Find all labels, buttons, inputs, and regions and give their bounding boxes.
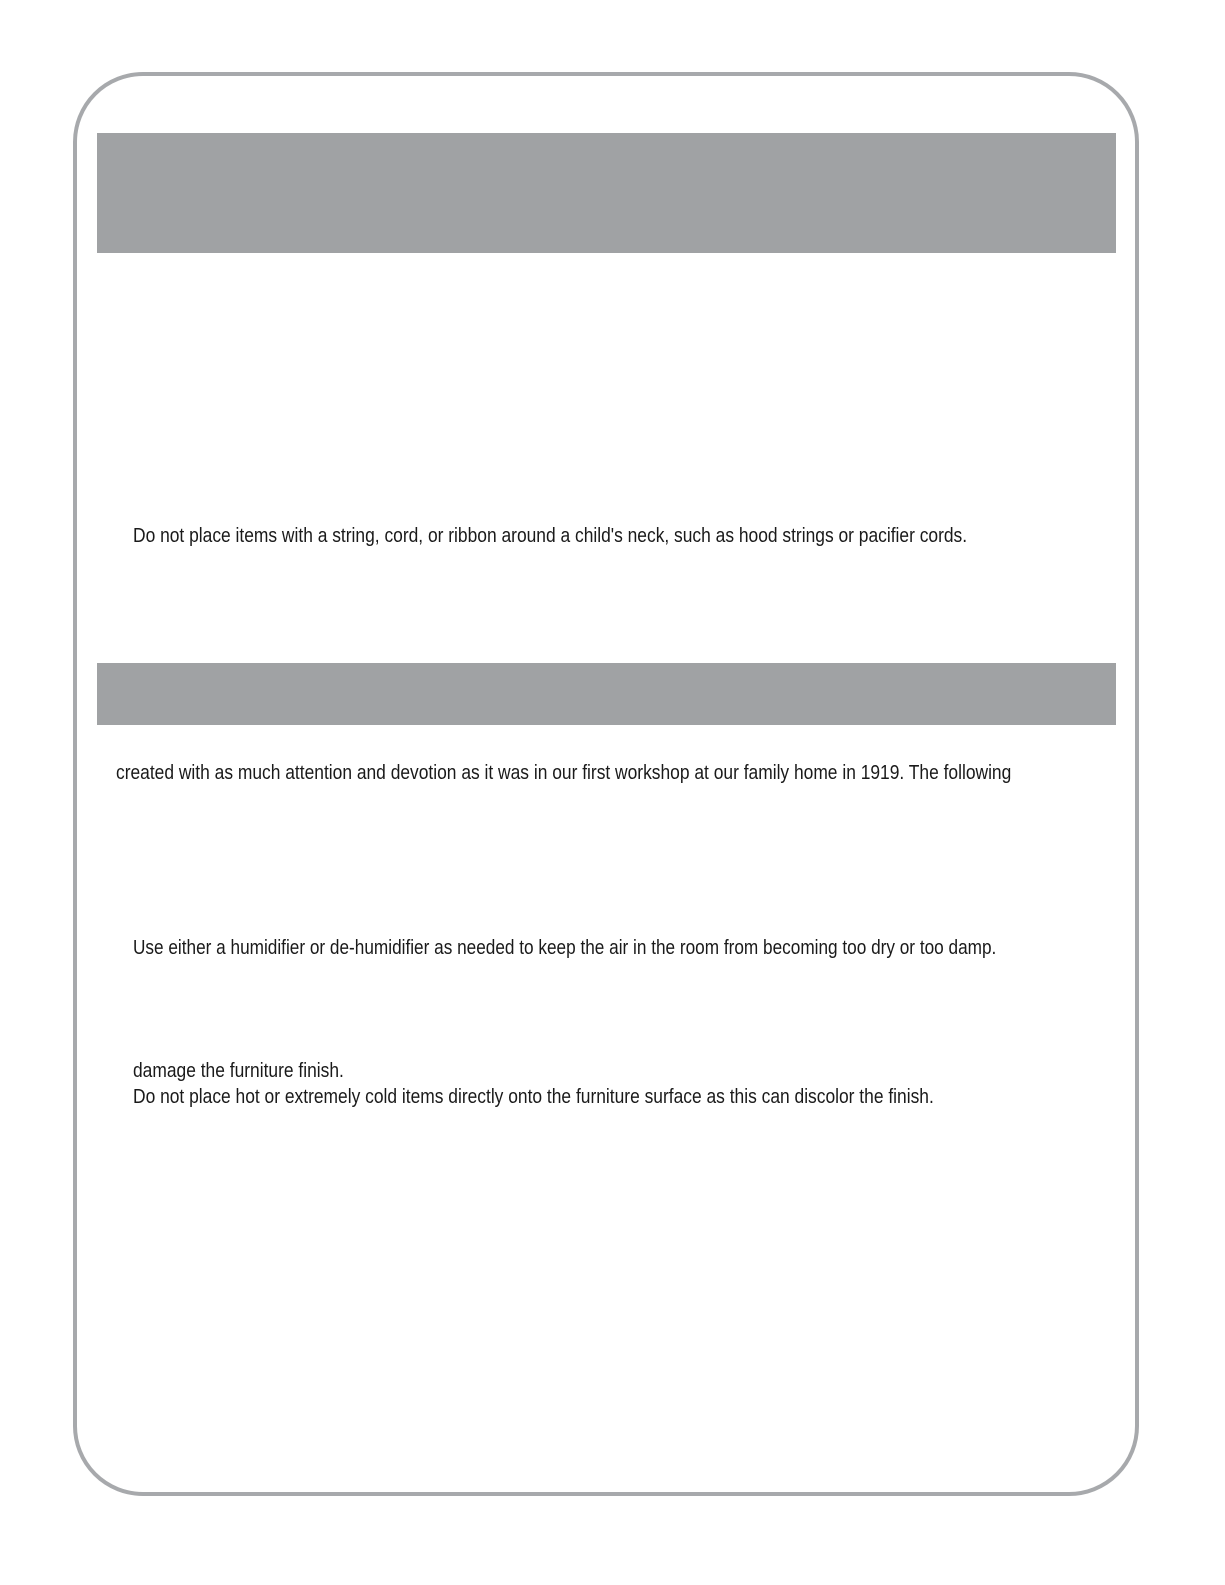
section-header-bar-care xyxy=(97,663,1116,725)
finish-damage-text: damage the furniture finish. xyxy=(133,1060,344,1082)
care-intro-text: created with as much attention and devotion as it was in our first workshop at our family home in 1919. The following xyxy=(116,762,1012,784)
temperature-tip-text: Do not place hot or extremely cold items directly onto the furniture surface as this can discolor the finish. xyxy=(133,1086,934,1108)
section-header-bar-top xyxy=(97,133,1116,253)
humidity-tip-text: Use either a humidifier or de-humidifier as needed to keep the air in the room from becoming too dry or too damp. xyxy=(133,937,997,959)
safety-warning-text: Do not place items with a string, cord, or ribbon around a child's neck, such as hood strings or pacifier cords. xyxy=(133,525,968,547)
